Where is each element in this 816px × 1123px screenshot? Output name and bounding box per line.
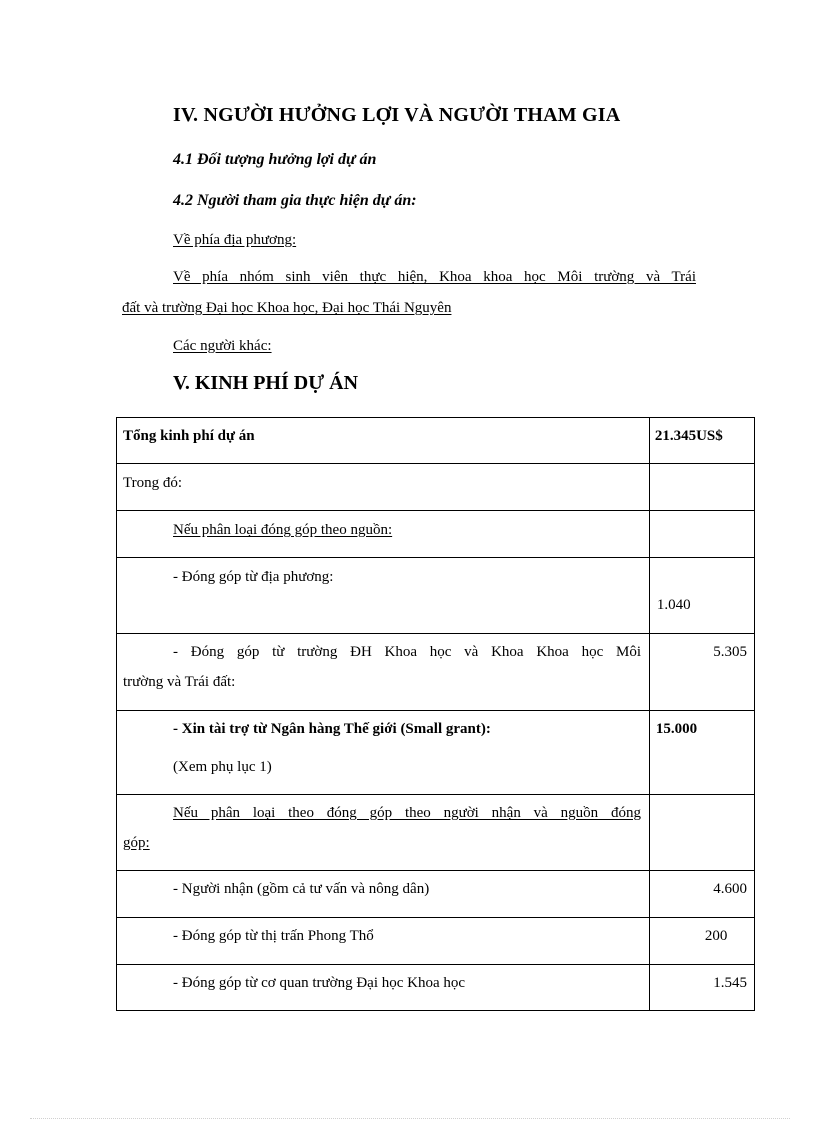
- university-contribution-value: 5.305: [713, 644, 747, 660]
- subsection-4-1-heading: 4.1 Đối tượng hưởng lợi dự án: [173, 151, 377, 168]
- by-recipient-heading-line-2: góp:: [123, 835, 150, 851]
- by-recipient-heading-line-1: Nếu phân loại theo đóng góp theo người nhận và nguồn đóng: [173, 805, 641, 821]
- university-contribution-label-line-2: trường và Trái đất:: [123, 674, 236, 690]
- university-contribution-label-line-1: - Đóng góp từ trường ĐH Khoa học và Khoa Khoa học Môi: [173, 644, 641, 660]
- table-row: [117, 634, 755, 711]
- subsection-4-2-heading: 4.2 Người tham gia thực hiện dự án:: [173, 192, 417, 209]
- world-bank-grant-value: 15.000: [655, 721, 698, 737]
- recipients-value: 4.600: [713, 881, 747, 897]
- by-source-heading: Nếu phân loại đóng góp theo nguồn:: [173, 522, 393, 538]
- local-side-paragraph: Về phía địa phương:: [173, 232, 297, 248]
- section-5-heading: V. KINH PHÍ DỰ ÁN: [173, 372, 359, 394]
- local-contribution-value: 1.040: [656, 597, 691, 613]
- table-row: [117, 511, 755, 558]
- town-contribution-label: - Đóng góp từ thị trấn Phong Thổ: [173, 928, 374, 944]
- table-row: [117, 464, 755, 511]
- table-row: [117, 711, 755, 795]
- agency-contribution-value: 1.545: [713, 975, 747, 991]
- table-row: [117, 871, 755, 918]
- table-row: [117, 965, 755, 1011]
- world-bank-grant-label: - Xin tài trợ từ Ngân hàng Thế giới (Small grant):: [173, 721, 491, 737]
- table-row: [117, 418, 755, 464]
- total-budget-label: Tổng kinh phí dự án: [123, 428, 255, 444]
- page-bottom-divider: [30, 1118, 790, 1119]
- agency-contribution-label: - Đóng góp từ cơ quan trường Đại học Khoa học: [173, 975, 466, 991]
- local-contribution-label: - Đóng góp từ địa phương:: [173, 569, 334, 585]
- town-contribution-value: 200: [704, 928, 728, 944]
- world-bank-grant-note: (Xem phụ lục 1): [173, 759, 272, 775]
- students-paragraph-line-2: đất và trường Đại học Khoa học, Đại học Thái Nguyên: [122, 300, 452, 316]
- table-row: [117, 918, 755, 965]
- of-which-label: Trong đó:: [123, 475, 183, 491]
- students-paragraph-line-1: Về phía nhóm sinh viên thực hiện, Khoa khoa học Môi trường và Trái: [173, 269, 696, 285]
- table-row: [117, 795, 755, 871]
- total-budget-value: 21.345US$: [654, 428, 723, 444]
- section-4-heading: IV. NGƯỜI HƯỞNG LỢI VÀ NGƯỜI THAM GIA: [173, 104, 621, 126]
- recipients-label: - Người nhận (gồm cả tư vấn và nông dân): [173, 881, 430, 897]
- budget-table: [116, 417, 755, 1011]
- others-paragraph: Các người khác:: [173, 338, 272, 354]
- table-row: [117, 558, 755, 634]
